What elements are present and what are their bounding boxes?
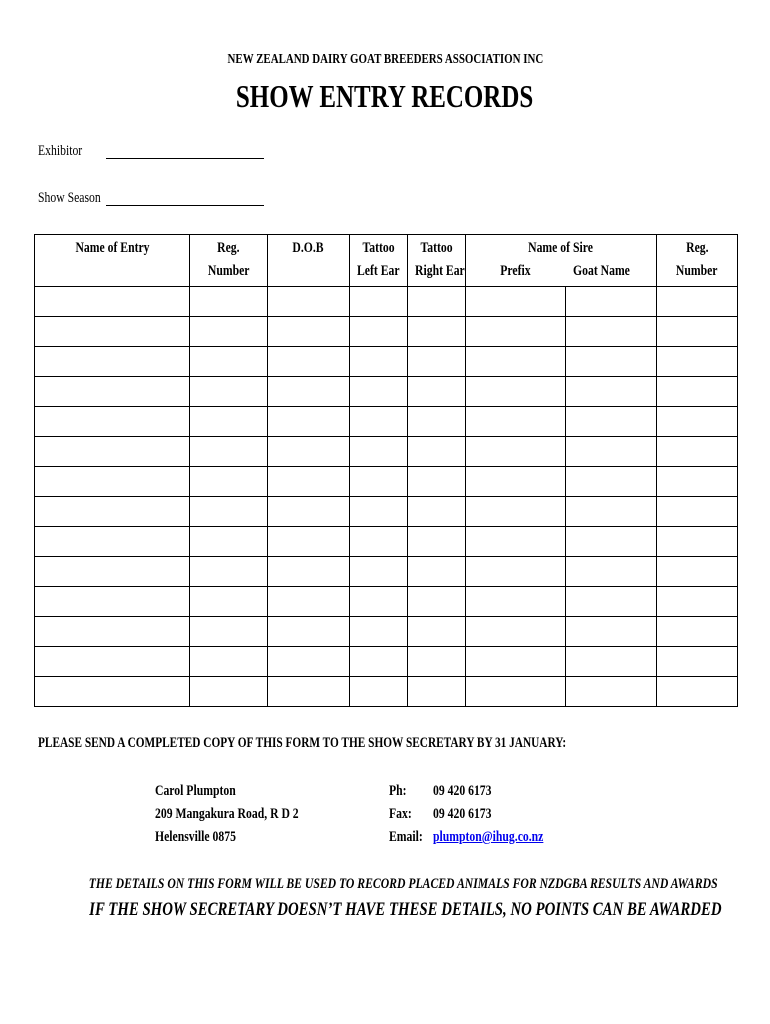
table-cell[interactable] [35, 467, 190, 497]
table-cell[interactable] [566, 557, 657, 587]
table-cell[interactable] [408, 527, 466, 557]
table-cell[interactable] [408, 617, 466, 647]
table-cell[interactable] [657, 527, 738, 557]
table-cell[interactable] [466, 677, 566, 707]
secretary-address-block [155, 780, 339, 849]
table-cell[interactable] [566, 647, 657, 677]
table-cell[interactable] [657, 287, 738, 317]
submission-instructions-text: PLEASE SEND A COMPLETED COPY OF THIS FORM TO THE SHOW SECRETARY BY 31 JANUARY: [38, 735, 567, 751]
table-cell[interactable] [350, 527, 408, 557]
table-cell[interactable] [190, 377, 268, 407]
table-row [35, 527, 738, 557]
table-row [35, 647, 738, 677]
secretary-name: Carol Plumpton [155, 783, 236, 799]
header-tattoo-right [408, 235, 466, 287]
table-cell[interactable] [350, 677, 408, 707]
table-cell[interactable] [190, 437, 268, 467]
table-cell[interactable] [35, 617, 190, 647]
points-warning-text: IF THE SHOW SECRETARY DOESN’T HAVE THESE DETAILS, NO POINTS CAN BE AWARDED [89, 899, 722, 920]
table-cell[interactable] [268, 527, 350, 557]
table-row [35, 377, 738, 407]
table-cell[interactable] [566, 677, 657, 707]
table-cell[interactable] [350, 557, 408, 587]
page-title-text: SHOW ENTRY RECORDS [236, 78, 534, 114]
header-tattoo-left-line2: Left Ear [357, 263, 400, 279]
table-cell[interactable] [408, 437, 466, 467]
table-cell[interactable] [190, 617, 268, 647]
entry-table [34, 234, 738, 707]
header-reg-line2: Number [207, 263, 250, 279]
table-cell[interactable] [566, 437, 657, 467]
show-season-label-text: Show Season [38, 190, 101, 206]
table-cell[interactable] [657, 617, 738, 647]
table-cell[interactable] [566, 497, 657, 527]
table-cell[interactable] [190, 467, 268, 497]
table-cell[interactable] [35, 527, 190, 557]
table-cell[interactable] [566, 377, 657, 407]
organization-text: NEW ZEALAND DAIRY GOAT BREEDERS ASSOCIATION INC [227, 52, 543, 67]
submission-instructions [38, 735, 715, 752]
table-cell[interactable] [35, 647, 190, 677]
table-cell[interactable] [350, 407, 408, 437]
table-row [35, 557, 738, 587]
table-cell[interactable] [657, 407, 738, 437]
table-cell[interactable] [190, 647, 268, 677]
header-dob [268, 235, 350, 287]
table-cell[interactable] [190, 527, 268, 557]
table-cell[interactable] [268, 617, 350, 647]
table-cell[interactable] [408, 287, 466, 317]
table-cell[interactable] [566, 587, 657, 617]
table-cell[interactable] [190, 407, 268, 437]
table-cell[interactable] [657, 647, 738, 677]
table-cell[interactable] [466, 287, 566, 317]
table-cell[interactable] [466, 527, 566, 557]
table-cell[interactable] [350, 437, 408, 467]
table-row [35, 587, 738, 617]
table-cell[interactable] [350, 497, 408, 527]
table-cell[interactable] [268, 467, 350, 497]
email-link[interactable]: plumpton@ihug.co.nz [433, 829, 544, 845]
table-cell[interactable] [190, 587, 268, 617]
organization-name [0, 52, 770, 68]
table-cell[interactable] [350, 347, 408, 377]
table-cell[interactable] [190, 497, 268, 527]
secretary-contact-values [433, 780, 575, 849]
table-cell[interactable] [408, 587, 466, 617]
header-sire-reg-line2: Number [676, 263, 718, 279]
table-cell[interactable] [35, 377, 190, 407]
table-cell[interactable] [35, 317, 190, 347]
table-row [35, 317, 738, 347]
header-tattoo-right-line2: Right Ear [415, 263, 465, 279]
table-row [35, 287, 738, 317]
table-cell[interactable] [350, 287, 408, 317]
table-cell[interactable] [466, 557, 566, 587]
table-cell[interactable] [566, 617, 657, 647]
table-cell[interactable] [408, 407, 466, 437]
header-name-of-entry-text: Name of Entry [74, 240, 150, 256]
table-cell[interactable] [268, 677, 350, 707]
secretary-contact-labels [389, 780, 432, 849]
table-cell[interactable] [408, 497, 466, 527]
table-cell[interactable] [190, 317, 268, 347]
table-cell[interactable] [657, 317, 738, 347]
table-cell[interactable] [566, 287, 657, 317]
table-cell[interactable] [268, 557, 350, 587]
table-cell[interactable] [466, 347, 566, 377]
table-cell[interactable] [268, 347, 350, 377]
table-cell[interactable] [35, 347, 190, 377]
table-cell[interactable] [566, 467, 657, 497]
table-cell[interactable] [35, 587, 190, 617]
points-warning [0, 899, 770, 921]
table-cell[interactable] [350, 467, 408, 497]
table-cell[interactable] [657, 467, 738, 497]
table-cell[interactable] [657, 557, 738, 587]
table-cell[interactable] [657, 347, 738, 377]
table-cell[interactable] [657, 587, 738, 617]
header-sire-reg-line1: Reg. [685, 240, 709, 256]
table-cell[interactable] [268, 287, 350, 317]
table-row [35, 467, 738, 497]
header-name-of-sire-text: Name of Sire [528, 240, 594, 256]
header-reg-line1: Reg. [217, 240, 240, 256]
table-cell[interactable] [657, 497, 738, 527]
phone-number: 09 420 6173 [433, 783, 492, 799]
table-cell[interactable] [350, 617, 408, 647]
table-cell[interactable] [408, 467, 466, 497]
table-cell[interactable] [268, 437, 350, 467]
table-cell[interactable] [466, 317, 566, 347]
header-dob-text: D.O.B [292, 240, 325, 256]
table-cell[interactable] [35, 287, 190, 317]
table-cell[interactable] [466, 647, 566, 677]
fax-number: 09 420 6173 [433, 806, 492, 822]
table-header-row [35, 235, 738, 287]
table-cell[interactable] [35, 677, 190, 707]
secretary-town: Helensville 0875 [155, 829, 236, 845]
table-cell[interactable] [350, 647, 408, 677]
fax-label: Fax: [389, 806, 412, 822]
table-cell[interactable] [268, 377, 350, 407]
email-label: Email: [389, 829, 423, 845]
table-cell[interactable] [657, 677, 738, 707]
table-cell[interactable] [268, 587, 350, 617]
table-row [35, 617, 738, 647]
table-row [35, 347, 738, 377]
sire-subheaders [466, 260, 656, 283]
table-cell[interactable] [466, 437, 566, 467]
table-cell[interactable] [408, 647, 466, 677]
table-cell[interactable] [268, 407, 350, 437]
table-cell[interactable] [190, 677, 268, 707]
table-cell[interactable] [466, 407, 566, 437]
table-cell[interactable] [35, 437, 190, 467]
table-cell[interactable] [566, 347, 657, 377]
table-row [35, 407, 738, 437]
header-name-of-entry [35, 235, 190, 287]
secretary-address: 209 Mangakura Road, R D 2 [155, 806, 299, 822]
header-name-of-sire [466, 235, 657, 287]
exhibitor-field[interactable] [106, 158, 264, 159]
table-cell[interactable] [190, 557, 268, 587]
table-row [35, 437, 738, 467]
header-reg-number [190, 235, 268, 287]
header-sire-goat-name: Goat Name [573, 263, 630, 279]
table-cell[interactable] [268, 497, 350, 527]
table-cell[interactable] [566, 407, 657, 437]
table-cell[interactable] [408, 347, 466, 377]
exhibitor-label [38, 143, 95, 160]
phone-label: Ph: [389, 783, 407, 799]
table-cell[interactable] [35, 497, 190, 527]
table-cell[interactable] [35, 407, 190, 437]
table-cell[interactable] [350, 377, 408, 407]
show-season-field[interactable] [106, 205, 264, 206]
table-cell[interactable] [408, 377, 466, 407]
table-cell[interactable] [566, 317, 657, 347]
table-cell[interactable] [268, 647, 350, 677]
table-cell[interactable] [466, 587, 566, 617]
table-cell[interactable] [466, 377, 566, 407]
table-row [35, 677, 738, 707]
header-sire-prefix: Prefix [500, 263, 531, 279]
header-tattoo-right-line1: Tattoo [420, 240, 453, 256]
table-cell[interactable] [190, 287, 268, 317]
table-cell[interactable] [408, 677, 466, 707]
table-cell[interactable] [35, 557, 190, 587]
table-row [35, 497, 738, 527]
usage-notice-text: THE DETAILS ON THIS FORM WILL BE USED TO RECORD PLACED ANIMALS FOR NZDGBA RESULTS AND AWARDS [88, 876, 718, 892]
table-cell[interactable] [350, 587, 408, 617]
header-sire-reg-number [657, 235, 738, 287]
table-cell[interactable] [268, 317, 350, 347]
table-cell[interactable] [350, 317, 408, 347]
table-cell[interactable] [466, 617, 566, 647]
header-tattoo-left-line1: Tattoo [362, 240, 395, 256]
page-title [0, 78, 770, 115]
table-cell[interactable] [566, 527, 657, 557]
table-cell[interactable] [657, 377, 738, 407]
table-cell[interactable] [408, 557, 466, 587]
usage-notice [0, 876, 770, 893]
exhibitor-label-text: Exhibitor [38, 143, 83, 159]
header-tattoo-left [350, 235, 408, 287]
table-cell[interactable] [190, 347, 268, 377]
table-cell[interactable] [466, 467, 566, 497]
table-cell[interactable] [466, 497, 566, 527]
table-cell[interactable] [657, 437, 738, 467]
table-cell[interactable] [408, 317, 466, 347]
